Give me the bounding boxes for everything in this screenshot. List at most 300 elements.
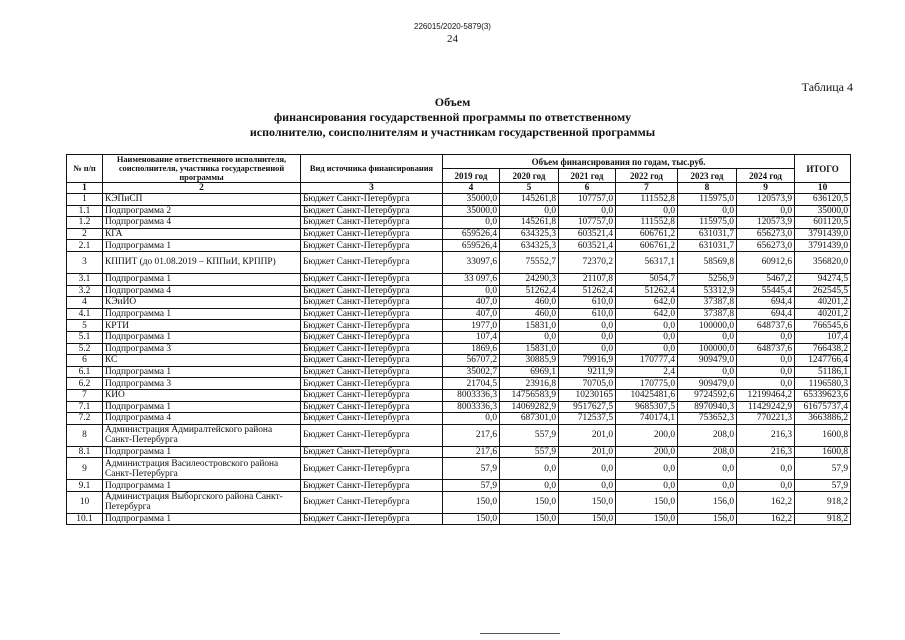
row-value: 770221,3 (737, 413, 795, 425)
row-value: 107757,0 (559, 194, 616, 206)
table-row (67, 320, 851, 332)
row-source: Бюджет Санкт-Петербурга (301, 355, 443, 367)
row-total: 918,2 (795, 513, 851, 525)
row-value: 150,0 (443, 513, 500, 525)
row-value: 631031,7 (678, 240, 737, 252)
row-source: Бюджет Санкт-Петербурга (301, 491, 443, 513)
row-number: 6 (67, 355, 103, 367)
row-total: 1600,8 (795, 424, 851, 446)
row-source: Бюджет Санкт-Петербурга (301, 273, 443, 285)
row-value: 1869,6 (443, 343, 500, 355)
row-value: 14069282,9 (500, 401, 559, 413)
row-value: 0,0 (616, 343, 678, 355)
row-value: 0,0 (678, 205, 737, 217)
row-name: Подпрограмма 3 (103, 343, 301, 355)
row-value: 5054,7 (616, 273, 678, 285)
row-value: 659526,4 (443, 240, 500, 252)
row-source: Бюджет Санкт-Петербурга (301, 308, 443, 320)
row-name: КРТИ (103, 320, 301, 332)
header-source: Вид источника финансирования (301, 155, 443, 183)
row-value: 15831,0 (500, 320, 559, 332)
title-line-1: Объем (434, 95, 471, 109)
row-name: Подпрограмма 1 (103, 366, 301, 378)
row-value: 5467,2 (737, 273, 795, 285)
row-value: 610,0 (559, 297, 616, 309)
row-name: Подпрограмма 1 (103, 480, 301, 492)
row-number: 8 (67, 424, 103, 446)
row-value: 56317,1 (616, 251, 678, 273)
row-value: 57,9 (443, 480, 500, 492)
row-number: 4 (67, 297, 103, 309)
row-total: 35000,0 (795, 205, 851, 217)
table-row (67, 513, 851, 525)
row-name: Подпрограмма 4 (103, 217, 301, 229)
table-row (67, 228, 851, 240)
row-name: КППИТ (до 01.08.2019 – КППиИ, КРППР) (103, 251, 301, 273)
row-value: 107,4 (443, 331, 500, 343)
row-source: Бюджет Санкт-Петербурга (301, 343, 443, 355)
row-total: 1196580,3 (795, 378, 851, 390)
row-value: 610,0 (559, 308, 616, 320)
row-value: 656273,0 (737, 240, 795, 252)
row-value: 0,0 (678, 458, 737, 480)
row-value: 201,0 (559, 424, 616, 446)
row-source: Бюджет Санкт-Петербурга (301, 228, 443, 240)
table-row (67, 240, 851, 252)
table-row (67, 285, 851, 297)
table-row (67, 205, 851, 217)
row-source: Бюджет Санкт-Петербурга (301, 331, 443, 343)
row-number: 1 (67, 194, 103, 206)
row-total: 601120,5 (795, 217, 851, 229)
row-total: 1600,8 (795, 446, 851, 458)
row-value: 79916,9 (559, 355, 616, 367)
row-value: 0,0 (559, 480, 616, 492)
row-value: 216,3 (737, 446, 795, 458)
row-number: 7.1 (67, 401, 103, 413)
row-total: 65339623,6 (795, 389, 851, 401)
row-value: 216,3 (737, 424, 795, 446)
row-value: 72370,2 (559, 251, 616, 273)
row-total: 3791439,0 (795, 228, 851, 240)
column-index-cell: 8 (678, 183, 737, 194)
row-value: 115975,0 (678, 217, 737, 229)
row-value: 201,0 (559, 446, 616, 458)
row-value: 460,0 (500, 308, 559, 320)
row-value: 200,0 (616, 446, 678, 458)
row-total: 61675737,4 (795, 401, 851, 413)
row-total: 766438,2 (795, 343, 851, 355)
row-value: 8003336,3 (443, 401, 500, 413)
row-value: 30885,9 (500, 355, 559, 367)
table-row (67, 343, 851, 355)
row-value: 150,0 (443, 491, 500, 513)
row-value: 15831,0 (500, 343, 559, 355)
row-total: 918,2 (795, 491, 851, 513)
row-total: 3791439,0 (795, 240, 851, 252)
row-value: 12199464,2 (737, 389, 795, 401)
row-value: 150,0 (616, 491, 678, 513)
row-source: Бюджет Санкт-Петербурга (301, 458, 443, 480)
row-total: 40201,2 (795, 308, 851, 320)
column-index-cell: 6 (559, 183, 616, 194)
row-value: 156,0 (678, 513, 737, 525)
column-index-cell: 7 (616, 183, 678, 194)
row-value: 150,0 (559, 491, 616, 513)
row-source: Бюджет Санкт-Петербурга (301, 413, 443, 425)
row-value: 107757,0 (559, 217, 616, 229)
row-number: 6.2 (67, 378, 103, 390)
row-name: Подпрограмма 2 (103, 205, 301, 217)
row-value: 9685307,5 (616, 401, 678, 413)
row-value: 0,0 (443, 217, 500, 229)
row-total: 356820,0 (795, 251, 851, 273)
page-number: 24 (447, 33, 458, 45)
row-value: 6969,1 (500, 366, 559, 378)
row-source: Бюджет Санкт-Петербурга (301, 285, 443, 297)
column-index-cell: 2 (103, 183, 301, 194)
row-value: 642,0 (616, 308, 678, 320)
row-value: 687301,0 (500, 413, 559, 425)
table-row (67, 366, 851, 378)
table-row (67, 424, 851, 446)
table-title (0, 95, 905, 140)
row-name: КЭПиСП (103, 194, 301, 206)
row-value: 120573,9 (737, 217, 795, 229)
row-value: 200,0 (616, 424, 678, 446)
row-source: Бюджет Санкт-Петербурга (301, 205, 443, 217)
row-value: 208,0 (678, 424, 737, 446)
header-year: 2019 год (443, 169, 500, 183)
row-value: 35000,0 (443, 194, 500, 206)
row-name: Подпрограмма 3 (103, 378, 301, 390)
row-value: 35000,0 (443, 205, 500, 217)
row-value: 33097,6 (443, 251, 500, 273)
row-number: 1.2 (67, 217, 103, 229)
column-index-cell: 10 (795, 183, 851, 194)
row-value: 0,0 (678, 366, 737, 378)
row-value: 740174,1 (616, 413, 678, 425)
column-index-cell: 9 (737, 183, 795, 194)
row-value: 51262,4 (500, 285, 559, 297)
row-source: Бюджет Санкт-Петербурга (301, 378, 443, 390)
header-year: 2021 год (559, 169, 616, 183)
row-value: 8970940,3 (678, 401, 737, 413)
row-value: 0,0 (678, 331, 737, 343)
financing-table (66, 154, 851, 525)
row-value: 14756583,9 (500, 389, 559, 401)
row-number: 3.1 (67, 273, 103, 285)
row-name: Администрация Адмиралтейского района Санкт-Петербурга (103, 424, 301, 446)
row-number: 7.2 (67, 413, 103, 425)
row-value: 150,0 (616, 513, 678, 525)
row-value: 0,0 (559, 331, 616, 343)
row-value: 694,4 (737, 308, 795, 320)
header-volume: Объем финансирования по годам, тыс.руб. (443, 155, 795, 169)
row-value: 9724592,6 (678, 389, 737, 401)
row-value: 23916,8 (500, 378, 559, 390)
table-row (67, 378, 851, 390)
row-name: КС (103, 355, 301, 367)
row-source: Бюджет Санкт-Петербурга (301, 251, 443, 273)
row-value: 150,0 (559, 513, 616, 525)
row-value: 170775,0 (616, 378, 678, 390)
column-index-cell: 5 (500, 183, 559, 194)
table-row (67, 389, 851, 401)
row-source: Бюджет Санкт-Петербурга (301, 297, 443, 309)
row-value: 9211,9 (559, 366, 616, 378)
row-value: 460,0 (500, 297, 559, 309)
table-row (67, 413, 851, 425)
row-value: 10230165 (559, 389, 616, 401)
row-value: 37387,8 (678, 297, 737, 309)
row-value: 70705,0 (559, 378, 616, 390)
row-name: Подпрограмма 4 (103, 285, 301, 297)
table-row (67, 401, 851, 413)
row-value: 634325,3 (500, 228, 559, 240)
row-value: 9517627,5 (559, 401, 616, 413)
row-number: 2 (67, 228, 103, 240)
row-value: 51262,4 (616, 285, 678, 297)
column-index-cell: 1 (67, 183, 103, 194)
row-number: 5.1 (67, 331, 103, 343)
table-label: Таблица 4 (801, 80, 853, 94)
row-source: Бюджет Санкт-Петербурга (301, 240, 443, 252)
row-value: 909479,0 (678, 355, 737, 367)
row-number: 10 (67, 491, 103, 513)
row-value: 21107,8 (559, 273, 616, 285)
row-value: 0,0 (616, 320, 678, 332)
row-name: КИО (103, 389, 301, 401)
row-value: 60912,6 (737, 251, 795, 273)
row-value: 24290,3 (500, 273, 559, 285)
document-registration-number: 226015/2020-5879(3) (414, 22, 491, 31)
row-value: 55445,4 (737, 285, 795, 297)
row-value: 11429242,9 (737, 401, 795, 413)
row-value: 217,6 (443, 424, 500, 446)
row-value: 75552,7 (500, 251, 559, 273)
row-value: 0,0 (737, 366, 795, 378)
row-number: 9 (67, 458, 103, 480)
row-number: 3 (67, 251, 103, 273)
row-value: 0,0 (500, 205, 559, 217)
table-row (67, 194, 851, 206)
row-number: 1.1 (67, 205, 103, 217)
row-value: 712537,5 (559, 413, 616, 425)
header-total: ИТОГО (795, 155, 851, 183)
row-value: 753652,3 (678, 413, 737, 425)
row-value: 150,0 (500, 513, 559, 525)
row-value: 0,0 (443, 413, 500, 425)
header-year: 2022 год (616, 169, 678, 183)
table-body (67, 194, 851, 525)
row-value: 0,0 (559, 205, 616, 217)
row-number: 2.1 (67, 240, 103, 252)
row-value: 0,0 (500, 480, 559, 492)
header-year: 2023 год (678, 169, 737, 183)
table-row (67, 308, 851, 320)
row-number: 4.1 (67, 308, 103, 320)
row-source: Бюджет Санкт-Петербурга (301, 446, 443, 458)
row-name: Подпрограмма 1 (103, 308, 301, 320)
row-source: Бюджет Санкт-Петербурга (301, 194, 443, 206)
row-value: 659526,4 (443, 228, 500, 240)
table-row (67, 251, 851, 273)
row-value: 57,9 (443, 458, 500, 480)
row-total: 3663886,2 (795, 413, 851, 425)
column-index-cell: 4 (443, 183, 500, 194)
row-value: 407,0 (443, 308, 500, 320)
row-value: 5256,9 (678, 273, 737, 285)
row-name: Подпрограмма 1 (103, 273, 301, 285)
row-value: 909479,0 (678, 378, 737, 390)
header-year: 2020 год (500, 169, 559, 183)
row-name: Администрация Выборгского района Санкт-Петербурга (103, 491, 301, 513)
row-value: 208,0 (678, 446, 737, 458)
row-number: 8.1 (67, 446, 103, 458)
row-source: Бюджет Санкт-Петербурга (301, 513, 443, 525)
row-value: 603521,4 (559, 228, 616, 240)
row-value: 2,4 (616, 366, 678, 378)
row-value: 37387,8 (678, 308, 737, 320)
row-value: 162,2 (737, 513, 795, 525)
row-value: 33 097,6 (443, 273, 500, 285)
table-row (67, 458, 851, 480)
row-value: 115975,0 (678, 194, 737, 206)
row-name: Администрация Василеостровского района Санкт-Петербурга (103, 458, 301, 480)
row-total: 94274,5 (795, 273, 851, 285)
row-value: 100000,0 (678, 320, 737, 332)
row-value: 56707,2 (443, 355, 500, 367)
row-value: 0,0 (737, 355, 795, 367)
row-name: Подпрограмма 1 (103, 513, 301, 525)
row-total: 57,9 (795, 458, 851, 480)
row-value: 53312,9 (678, 285, 737, 297)
row-source: Бюджет Санкт-Петербурга (301, 424, 443, 446)
table-row (67, 217, 851, 229)
row-source: Бюджет Санкт-Петербурга (301, 401, 443, 413)
table-row (67, 446, 851, 458)
row-total: 40201,2 (795, 297, 851, 309)
row-name: Подпрограмма 1 (103, 401, 301, 413)
row-value: 1977,0 (443, 320, 500, 332)
row-value: 631031,7 (678, 228, 737, 240)
row-value: 0,0 (616, 331, 678, 343)
row-value: 120573,9 (737, 194, 795, 206)
row-source: Бюджет Санкт-Петербурга (301, 217, 443, 229)
row-value: 0,0 (616, 458, 678, 480)
row-total: 636120,5 (795, 194, 851, 206)
row-number: 6.1 (67, 366, 103, 378)
row-source: Бюджет Санкт-Петербурга (301, 320, 443, 332)
row-value: 603521,4 (559, 240, 616, 252)
table-row (67, 355, 851, 367)
row-total: 262545,5 (795, 285, 851, 297)
row-value: 0,0 (616, 480, 678, 492)
row-value: 0,0 (737, 378, 795, 390)
header-name: Наименование ответственного исполнителя, соисполнителя, участника государственной программы (103, 155, 301, 183)
row-name: Подпрограмма 1 (103, 446, 301, 458)
row-number: 10.1 (67, 513, 103, 525)
row-value: 58569,8 (678, 251, 737, 273)
row-value: 145261,8 (500, 217, 559, 229)
row-value: 606761,2 (616, 240, 678, 252)
row-value: 642,0 (616, 297, 678, 309)
row-source: Бюджет Санкт-Петербурга (301, 389, 443, 401)
row-value: 648737,6 (737, 320, 795, 332)
row-value: 0,0 (737, 331, 795, 343)
title-line-2: финансирования государственной программы по ответственному (273, 110, 632, 124)
row-value: 0,0 (737, 205, 795, 217)
row-total: 107,4 (795, 331, 851, 343)
row-value: 0,0 (678, 480, 737, 492)
table-row (67, 297, 851, 309)
row-value: 150,0 (500, 491, 559, 513)
row-total: 766545,6 (795, 320, 851, 332)
row-value: 111552,8 (616, 194, 678, 206)
row-value: 634325,3 (500, 240, 559, 252)
row-value: 170777,4 (616, 355, 678, 367)
row-number: 3.2 (67, 285, 103, 297)
row-source: Бюджет Санкт-Петербурга (301, 366, 443, 378)
row-total: 57,9 (795, 480, 851, 492)
row-value: 111552,8 (616, 217, 678, 229)
column-index-cell: 3 (301, 183, 443, 194)
row-total: 51186,1 (795, 366, 851, 378)
row-value: 217,6 (443, 446, 500, 458)
row-value: 8003336,3 (443, 389, 500, 401)
row-total: 1247766,4 (795, 355, 851, 367)
row-value: 0,0 (616, 205, 678, 217)
row-value: 156,0 (678, 491, 737, 513)
table-row (67, 491, 851, 513)
table-row (67, 331, 851, 343)
title-line-3: исполнителю, соисполнителям и участникам государственной программы (249, 125, 656, 139)
row-value: 35002,7 (443, 366, 500, 378)
header-year: 2024 год (737, 169, 795, 183)
row-value: 0,0 (500, 331, 559, 343)
row-value: 557,9 (500, 424, 559, 446)
row-value: 21704,5 (443, 378, 500, 390)
row-name: КЭиИО (103, 297, 301, 309)
row-source: Бюджет Санкт-Петербурга (301, 480, 443, 492)
table-row (67, 273, 851, 285)
row-name: Подпрограмма 1 (103, 240, 301, 252)
row-value: 694,4 (737, 297, 795, 309)
row-value: 656273,0 (737, 228, 795, 240)
row-value: 557,9 (500, 446, 559, 458)
row-number: 7 (67, 389, 103, 401)
row-value: 51262,4 (559, 285, 616, 297)
row-value: 648737,6 (737, 343, 795, 355)
row-value: 162,2 (737, 491, 795, 513)
row-number: 5.2 (67, 343, 103, 355)
row-value: 145261,8 (500, 194, 559, 206)
row-value: 0,0 (443, 285, 500, 297)
row-value: 10425481,6 (616, 389, 678, 401)
row-name: КГА (103, 228, 301, 240)
row-value: 407,0 (443, 297, 500, 309)
row-value: 0,0 (737, 480, 795, 492)
table-row (67, 480, 851, 492)
row-name: Подпрограмма 4 (103, 413, 301, 425)
bottom-edge-line (480, 633, 560, 634)
column-index-row (67, 183, 851, 194)
row-value: 100000,0 (678, 343, 737, 355)
row-value: 0,0 (559, 343, 616, 355)
row-value: 0,0 (559, 458, 616, 480)
row-number: 5 (67, 320, 103, 332)
